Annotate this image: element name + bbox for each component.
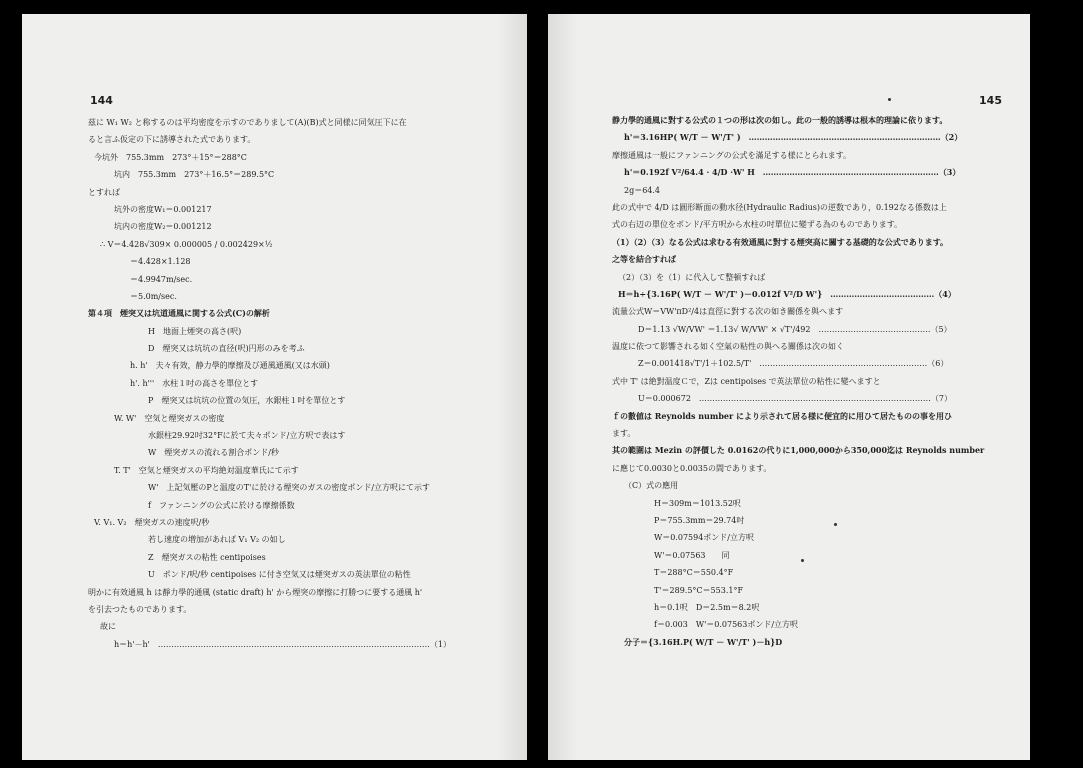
equation-7: U＝0.000672 ……………………………………………………………………………（7） [638, 394, 953, 404]
equation-5: D＝1.13 √W/VW' ＝1.13√ W/VW' × √T'/492 ……………………………………（5） [638, 324, 952, 334]
text-line: とすれば [88, 187, 120, 197]
text-line: 2g＝64.4 [624, 185, 661, 195]
text-line: ｆの數値は Reynolds number により示されて居る様に便宜的に用ひて居たものの事を用ひ [612, 410, 953, 421]
value-line: f＝0.003 W'＝0.07563ポンド/立方呎 [654, 620, 799, 630]
page-number: 145 [979, 94, 1002, 107]
text-line: 其の範圍は Mezin の評價した 0.0162の代りに1,000,000から350,000迄は Reynolds number [612, 445, 985, 456]
text-line: ます。 [612, 429, 636, 439]
text-line: 温度に依つて影響される如く空氣の粘性の與へる關係は次の如く [612, 342, 844, 352]
value-line: T'＝289.5°C＝553.1°F [654, 585, 744, 595]
page-number: 144 [90, 94, 113, 107]
value-line: W＝0.07594ポンド/立方呎 [654, 533, 754, 543]
value-line: h＝0.1呎 D＝2.5m＝8.2呎 [654, 602, 760, 612]
definition-line: D 煙突又は坑坑の直径(呎)円形のみを考ふ [148, 344, 305, 354]
text-line: を引去つたものであります。 [88, 604, 192, 614]
value-line: W'＝0.07563 同 [654, 550, 730, 560]
text-line: 坑内の密度W₂＝0.001212 [114, 222, 212, 232]
equation-6: Z＝0.001418√T'/1＋102.5/T' ………………………………………………………（6） [638, 359, 949, 369]
definition-line: 水銀柱29.92吋32°Fに於て夫々ポンド/立方呎で表はす [148, 431, 346, 441]
text-line: 摩擦通風は一般にファンニングの公式を滿足する様にとられます。 [612, 150, 852, 160]
formula-line: ∴ V＝4.428√309× 0.000005 / 0.002429×½ [100, 239, 273, 249]
value-line: H＝309m＝1013.52呎 [654, 498, 741, 508]
equation-4: H＝h÷{3.16P( W/T － W'/T' )－0.012f V²/D W'} …………………………………（4） [618, 288, 956, 299]
definition-line: H 地面上煙突の高さ(呎) [148, 326, 242, 336]
text-line: 今坑外 755.3mm 273°＋15°＝288°C [94, 152, 247, 162]
text-line: （2）（3）を（1）に代入して整頓すれば [618, 272, 766, 282]
definition-line: W 煙突ガスの流れる割合ポンド/秒 [148, 448, 279, 458]
definition-line: h'. h''' 水柱１吋の高さを單位とす [130, 378, 259, 388]
definition-line: h. h' 夫々有效，静力學的摩擦及び通風通風(又は水頭) [130, 361, 330, 371]
page-body [612, 112, 1008, 651]
text-line: 明かに有效通風 h は靜力學的通風 (static draft) h' から煙突の摩擦に打勝つに要する通風 h' [88, 587, 423, 597]
text-line: 坑外の密度W₁＝0.001217 [114, 204, 212, 214]
text-line: ＝4.9947m/sec. [130, 274, 193, 284]
equation-3: h'＝0.192f V²/64.4 · 4/D ·W' H …………………………………………………………（3） [624, 167, 961, 178]
right-page [548, 14, 1030, 760]
equation-1: h＝h'－h' …………………………………………………………………………………………（1） [114, 639, 451, 649]
gutter-shadow [548, 14, 578, 760]
text-line: 坑内 755.3mm 273°＋16.5°＝289.5°C [114, 170, 275, 180]
equation-2: h'＝3.16HP( W/T － W'/T' ) ………………………………………………………………（2） [624, 132, 963, 143]
text-line: 茲に W₁ W₂ と称するのは平均密度を示すのでありまして(A)(B)式と同様に同気圧下に在 [88, 118, 407, 127]
text-line: 此の式中で 4/D は圓形断面の動水径(Hydraulic Radius)の逆数であり，0.192なる係数は上 [612, 202, 947, 212]
definition-line: Z 煙突ガスの粘性 centipoises [148, 552, 266, 562]
page-body [88, 114, 508, 653]
text-line: ＝4.428×1.128 [130, 257, 191, 267]
text-line: に應じて0.0030と0.0035の間であります。 [612, 463, 772, 473]
text-line: 流量公式W＝VW'πD²/4は直徑に對する次の如き關係を與へます [612, 307, 844, 317]
definition-line: T. T' 空気と煙突ガスの平均絶対温度華氏にて示す [114, 465, 299, 475]
section-heading: 第４項 煙突又は坑道通風に関する公式(C)の解析 [88, 308, 270, 319]
text-line: 式中 T' は絶對温度Ｃで，Zは centipoises で英法單位の粘性に變へますと [612, 376, 881, 386]
definition-line: f ファンニングの公式に於ける摩擦係数 [148, 500, 295, 510]
left-page [22, 14, 527, 760]
definition-line: W' 上記気壓のPと温度のT'に於ける煙突のガスの密度ポンド/立方呎にて示す [148, 483, 431, 493]
definition-line: V. V₁. V₂ 煙突ガスの速度呎/秒 [94, 517, 210, 527]
text-line: 故に [100, 622, 116, 632]
formula-line: 分子＝{3.16H.P( W/T － W'/T' )－h}D [624, 636, 783, 647]
text-line: 静力學的通風に對する公式の１つの形は次の如し。此の一般的誘導は根本的理論に依ります。 [612, 115, 948, 125]
text-line: ＝5.0m/sec. [130, 291, 177, 301]
text-line: ると言ふ仮定の下に誘導された式であります。 [88, 135, 256, 145]
text-line: 之等を結合すれば [612, 254, 676, 265]
definition-line: U ポンド/呎/秒 centipoises に付き空気又は煙突ガスの英法單位の粘性 [148, 570, 411, 580]
paper-speck [888, 98, 891, 101]
definition-line: P 煙突又は坑坑の位置の気圧，水銀柱１吋を單位とす [148, 396, 346, 406]
value-line: P＝755.3mm＝29.74吋 [654, 515, 745, 525]
definition-line: 若し速度の増加があれば V₁ V₂ の如し [148, 535, 286, 545]
section-heading: （C）式の應用 [624, 481, 679, 491]
text-line: （1）（2）（3）なる公式は求むる有效通風に對する煙突高に關する基礎的な公式であります。 [612, 236, 949, 247]
definition-line: W. W' 空気と煙突ガスの密度 [114, 413, 225, 423]
text-line: 式の右辺の單位をポンド/平方呎から水柱の吋單位に變ずる為のものであります。 [612, 220, 903, 230]
value-line: T＝288°C＝550.4°F [654, 568, 734, 578]
